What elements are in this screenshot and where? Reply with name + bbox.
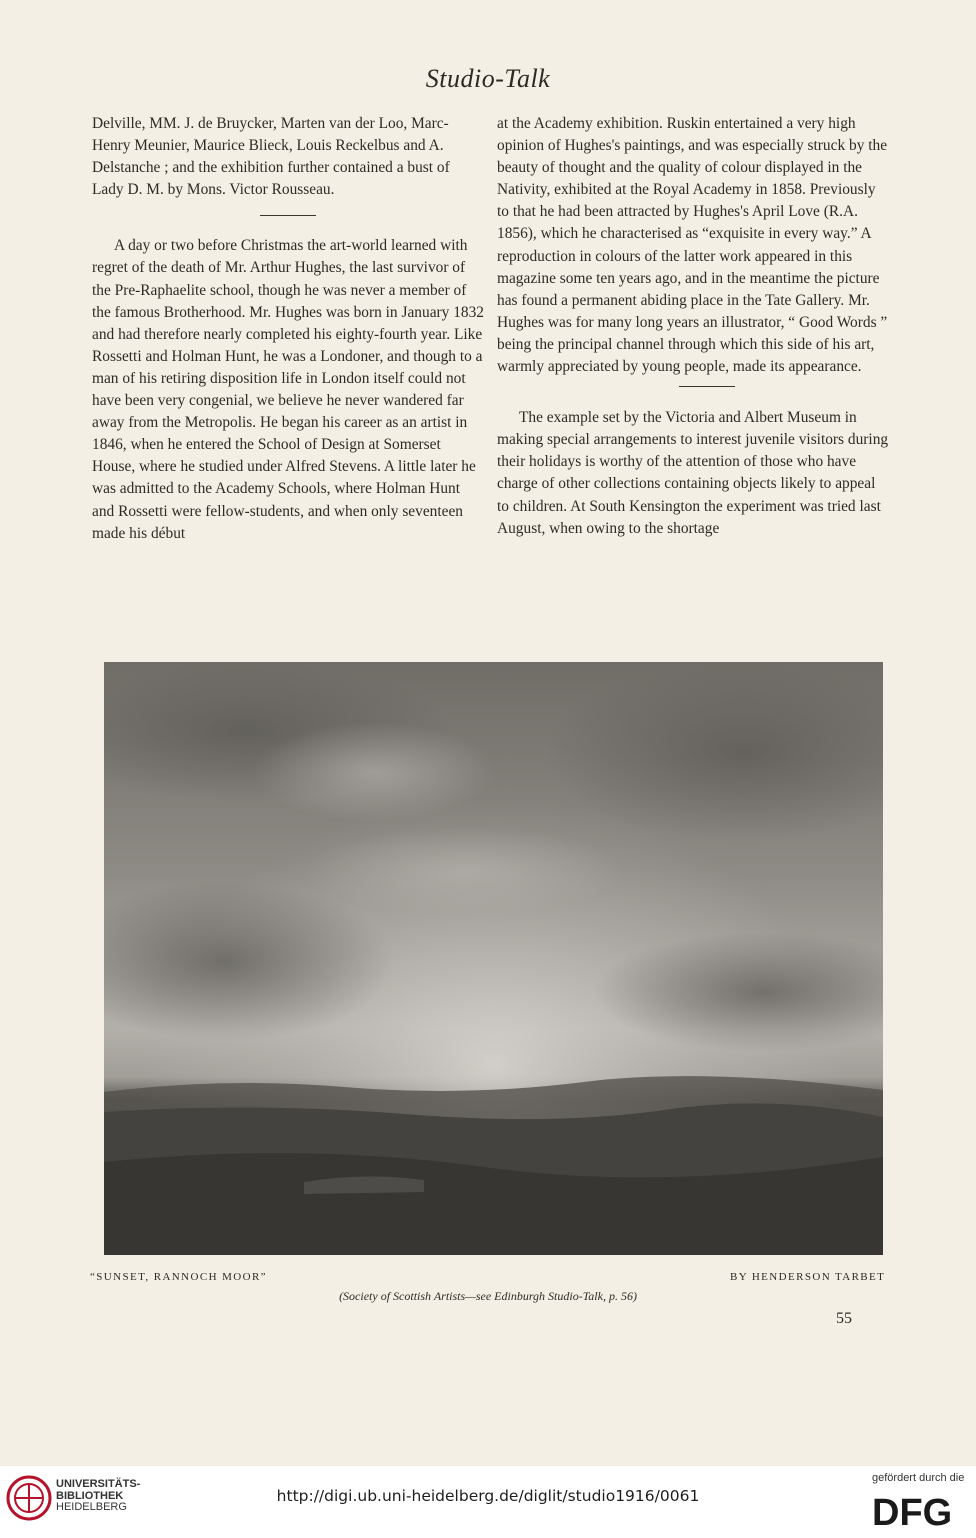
figure-caption-note: (Society of Scottish Artists—see Edinburgh Studio-Talk, p. 56) xyxy=(339,1289,637,1303)
funder-label: gefördert durch die xyxy=(872,1472,965,1484)
running-header: Studio-Talk xyxy=(425,64,551,93)
footer-bar xyxy=(0,1466,976,1538)
dfg-logo-text: DFG xyxy=(872,1492,953,1531)
library-name-line: UNIVERSITÄTS- xyxy=(56,1478,141,1490)
dfg-logo-icon xyxy=(870,1489,964,1531)
figure-caption-credit: BY HENDERSON TARBET xyxy=(730,1271,886,1283)
paragraph-exhibition-list: Delville, MM. J. de Bruycker, Marten van der Loo, Marc-Henry Meunier, Maurice Blieck, Louis Reckelbus and A. Delstanche ; and the exhibition further contained a bust of Lady D. M. by Mons. Victor Rousseau. xyxy=(92,115,450,199)
library-name-line: BIBLIOTHEK xyxy=(56,1489,124,1502)
paragraph-victoria-albert: The example set by the Victoria and Albert Museum in making special arrangements to interest juvenile visitors during their holidays is worthy of the attention of those who have charge of other collections containing objects likely to appeal to children. At South Kensington the experiment was tried last August, when owing to the shortage xyxy=(497,409,889,537)
source-url-link[interactable]: http://digi.ub.uni-heidelberg.de/diglit/studio1916/0061 xyxy=(276,1487,700,1505)
paragraph-arthur-hughes: A day or two before Christmas the art-world learned with regret of the death of Mr. Arthur Hughes, the last survivor of the Pre-Raphaelite school, though he was never a member of the famous Brotherhood. Mr. Hughes was born in January 1832 and had therefore nearly completed his eighty-fourth year. Like Rossetti and Holman Hunt, he was a Londoner, and though to a man of his retiring disposition life in London itself could not have been very congenial, we believe he never wandered far away from the Metropolis. He began his career as an artist in 1846, when he entered the School of Design at Somerset House, where he studied under Alfred Stevens. A little later he was admitted to the Academy Schools, where Holman Hunt and Rossetti were fellow-students, and when only seventeen made his début xyxy=(92,237,484,542)
painting-reproduction xyxy=(104,662,883,1255)
library-name-line: HEIDELBERG xyxy=(56,1501,127,1513)
sunset-painting-image xyxy=(104,662,883,1255)
left-column xyxy=(92,113,484,545)
section-divider xyxy=(260,215,316,216)
section-divider xyxy=(679,386,735,387)
figure-caption-title: “SUNSET, RANNOCH MOOR” xyxy=(90,1271,267,1283)
paragraph-ruskin: at the Academy exhibition. Ruskin entertained a very high opinion of Hughes's paintings, and was especially struck by the beauty of thought and the quality of colour displayed in the Nativity, exhibited at the Royal Academy in 1858. Previously to that he had been attracted by Hughes's April Love (R.A. 1856), which he characterised as “exquisite in every way.” A reproduction in colours of the latter work appeared in this magazine some ten years ago, and in the meantime the picture has found a permanent abiding place in the Tate Gallery. Mr. Hughes was for many long years an illustrator, “ Good Words ” being the principal channel through which this side of his art, warmly appreciated by young people, made its appearance. xyxy=(497,115,888,376)
page-number: 55 xyxy=(836,1310,852,1327)
right-column xyxy=(497,113,889,540)
